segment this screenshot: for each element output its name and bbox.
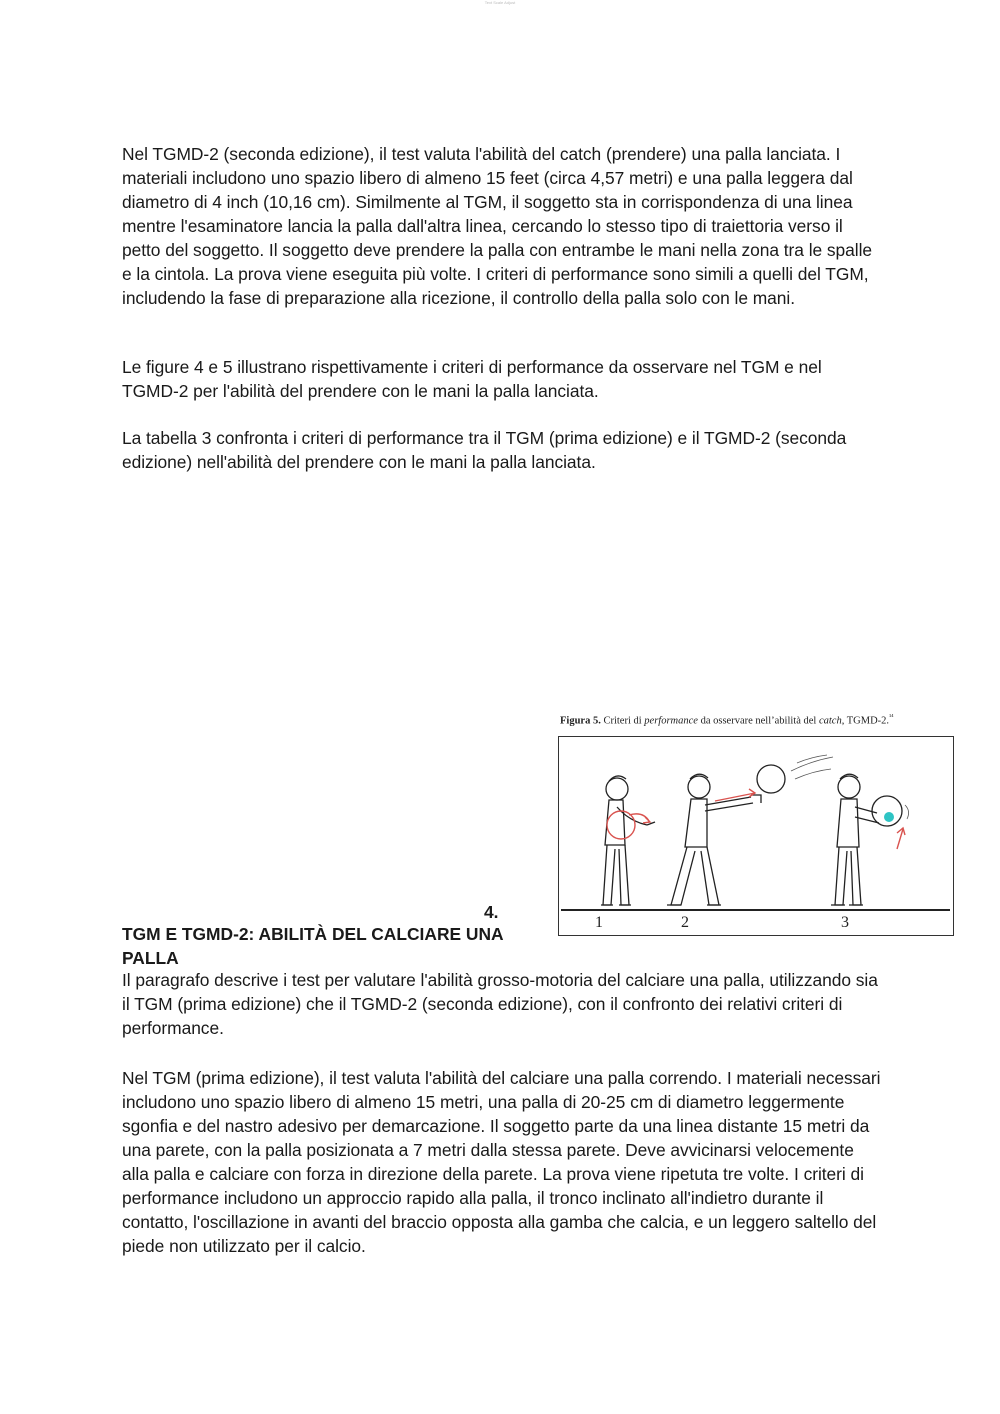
figure-caption <box>560 713 960 727</box>
child-figure-phase-2 <box>667 774 761 905</box>
ball-spin-lines <box>905 805 909 819</box>
paragraph-tgm-kick: Nel TGM (prima edizione), il test valuta l'abilità del calciare una palla correndo. I materiali necessari includono uno spazio libero di almeno 15 metri, una palla di 20-25 cm di diametro leggermente sgonfia e del nastro adesivo per demarcazione. Il soggetto parte da una linea distante 15 metri da una parete, con la palla posizionata a 7 metri dalla stessa parete. Deve avvicinarsi velocemente alla palla e calciare con forza in direzione della parete. La prova viene ripetuta tre volte. I criteri di performance includono un approccio rapido alla palla, il tronco inclinato all'indietro durante il contatto, l'oscillazione in avanti del braccio opposta alla gamba che calcia, e un leggero saltello del piede non utilizzato per il calcio. <box>122 1068 881 1256</box>
header-mark: Text Scale Adjust <box>484 0 516 5</box>
section-number: 4. <box>484 902 499 922</box>
paragraph-tgmd2-catch: Nel TGMD-2 (seconda edizione), il test valuta l'abilità del catch (prendere) una palla lanciata. I materiali includono uno spazio libero di almeno 15 feet (circa 4,57 metri) e una palla leggera dal diametro di 4 inch (10,16 cm). Similmente al TGM, il soggetto sta in corrispondenza di una linea mentre l'esaminatore lancia la palla dall'altra linea, cercando lo stesso tipo di traiettoria verso il petto del soggetto. Il soggetto deve prendere la palla con entrambe le mani nella zona tra le spalle e la cintola. La prova viene eseguita più volte. I criteri di performance sono simili a quelli del TGM, includendo la fase di preparazione alla ricezione, il controllo della palla solo con le mani. <box>122 144 873 308</box>
ball-in-flight <box>757 765 785 793</box>
phase-label-3: 3 <box>841 914 849 931</box>
phase-label-1: 1 <box>595 914 603 931</box>
caption-italic: catch <box>818 715 842 727</box>
figure-label: Figura 5. <box>560 715 601 727</box>
section-title: TGM E TGMD-2: ABILITÀ DEL CALCIARE UNA PALLA <box>122 924 503 968</box>
child-figure-phase-1 <box>601 776 655 905</box>
paragraph-table-reference: La tabella 3 confronta i criteri di performance tra il TGM (prima edizione) e il TGMD-2 (seconda edizione) nell'abilità del prendere con le mani la palla lanciata. <box>122 428 847 472</box>
caption-part: da osservare nell’abilità del <box>697 715 819 727</box>
caption-reference: ¹⁴ <box>889 713 894 721</box>
caption-part: , TGMD-2. <box>841 715 890 727</box>
figure-illustration <box>558 736 954 936</box>
catch-sequence-drawing <box>559 737 952 934</box>
hand-highlight <box>884 812 894 822</box>
child-figure-phase-3 <box>831 774 879 905</box>
paragraph-section-intro: Il paragrafo descrive i test per valutare l'abilità grosso-motoria del calciare una palla, utilizzando sia il TGM (prima edizione) che il TGMD-2 (seconda edizione), con il confronto dei relativi criteri di performance. <box>122 970 878 1038</box>
phase-label-2: 2 <box>681 914 689 931</box>
caption-part: Criteri di <box>600 715 645 727</box>
ball-motion-lines <box>791 755 833 779</box>
caption-italic: performance <box>644 715 698 727</box>
paragraph-figures-reference: Le figure 4 e 5 illustrano rispettivamente i criteri di performance da osservare nel TGM e nel TGMD-2 per l'abilità del prendere con le mani la palla lanciata. <box>122 357 822 401</box>
arrowhead-phase-1 <box>643 817 650 823</box>
